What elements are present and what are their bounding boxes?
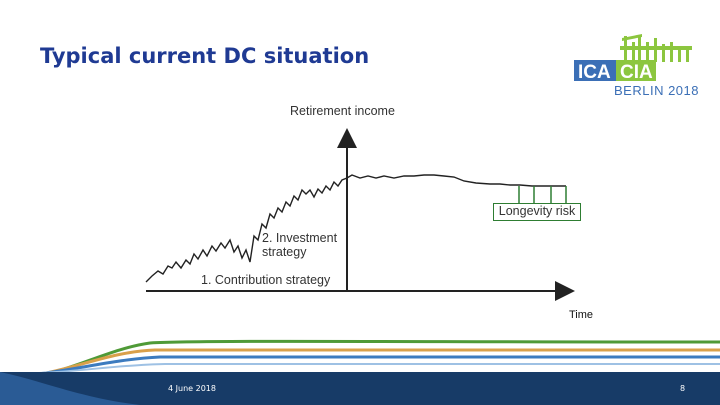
x-axis-label: Time — [569, 309, 594, 321]
logo-ica-text: ICA — [578, 62, 611, 83]
footer-date: 4 June 2018 — [168, 384, 216, 393]
logo-cia-text: CIA — [620, 62, 653, 83]
y-axis-label: Retirement income — [290, 104, 395, 118]
slide-title: Typical current DC situation — [40, 44, 370, 68]
investment-strategy-label: 2. Investment strategy — [262, 231, 338, 259]
contribution-strategy-label: 1. Contribution strategy — [201, 273, 331, 287]
longevity-risk-label: Longevity risk — [493, 203, 581, 221]
logo-subtitle: BERLIN 2018 — [614, 83, 699, 98]
page-number: 8 — [680, 384, 686, 393]
